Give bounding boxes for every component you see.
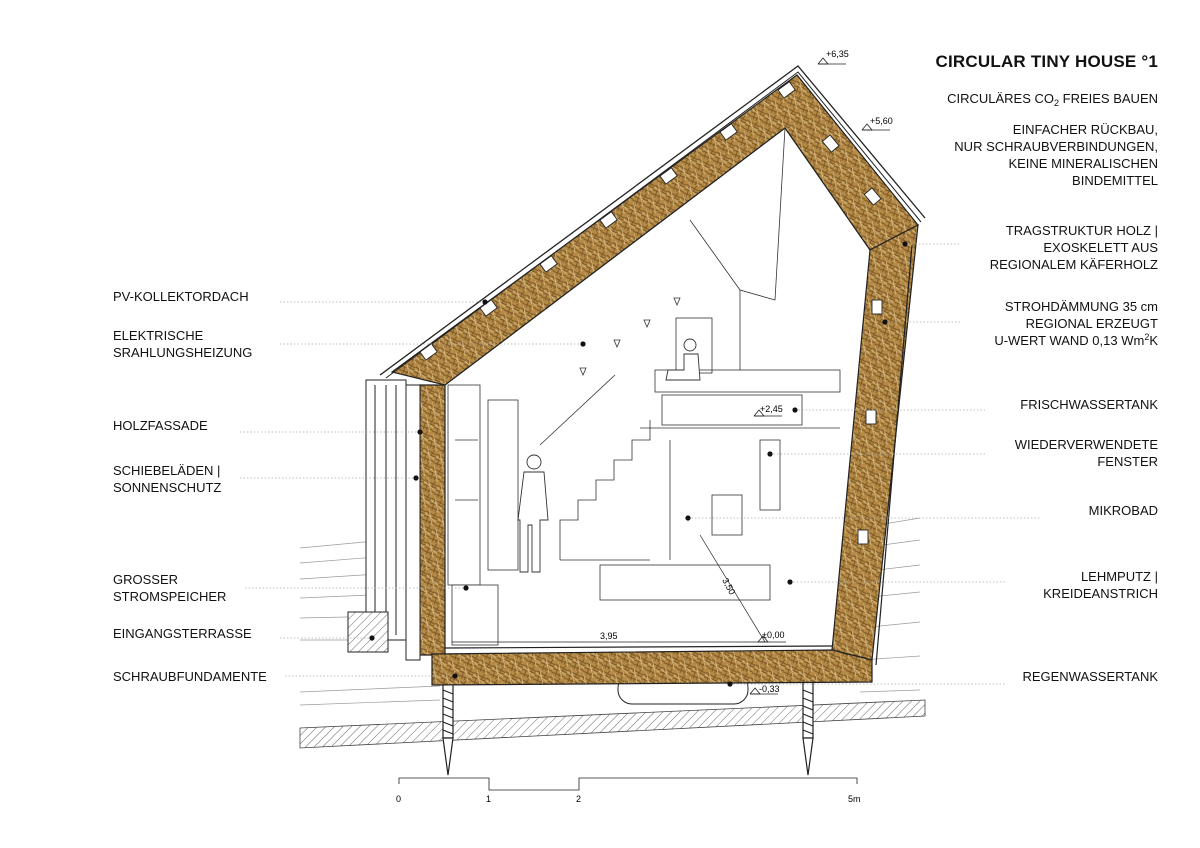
label-holzfassade: HOLZFASSADE	[113, 418, 208, 433]
label-tragstruktur-line: TRAGSTRUKTUR HOLZ |	[1005, 223, 1158, 238]
label-tragstruktur-line: EXOSKELETT AUS	[1043, 240, 1158, 255]
label-circular-sub: 2	[1054, 98, 1060, 108]
scale-label-1: 1	[486, 794, 492, 804]
label-lehmputz	[1043, 568, 1158, 602]
label-rueckbau-line: NUR SCHRAUBVERBINDUNGEN,	[954, 139, 1158, 154]
person-figure	[518, 339, 700, 572]
scale-bar	[399, 778, 857, 790]
label-heizung	[113, 327, 252, 361]
label-terrasse: EINGANGSTERRASSE	[113, 626, 252, 641]
label-regenwasser: REGENWASSERTANK	[1022, 669, 1158, 684]
label-lehmputz-line: LEHMPUTZ |	[1080, 569, 1158, 584]
label-pv: PV-KOLLEKTORDACH	[113, 289, 249, 304]
ground-strip	[300, 700, 925, 748]
level-base: -0,33	[759, 684, 780, 694]
label-rueckbau-line: EINFACHER RÜCKBAU,	[1012, 122, 1158, 137]
scale-label-2: 2	[576, 794, 582, 804]
label-speicher-line: GROSSER	[113, 572, 179, 587]
level-top: +6,35	[826, 49, 849, 59]
label-fenster	[1015, 436, 1158, 470]
label-circular-post: FREIES BAUEN	[1059, 91, 1158, 106]
label-fenster-line: WIEDERVERWENDETE	[1014, 437, 1158, 452]
label-rueckbau-line: KEINE MINERALISCHEN	[1008, 156, 1158, 171]
label-fundamente: SCHRAUBFUNDAMENTE	[113, 669, 267, 684]
level-floor: ±0,00	[762, 630, 785, 640]
label-stroh-line	[994, 332, 1158, 351]
page-title: CIRCULAR TINY HOUSE °1	[935, 52, 1158, 71]
label-circular	[947, 90, 1158, 109]
level-loft: +2,45	[760, 404, 783, 414]
dimension-lines	[452, 535, 765, 642]
level-ridge: +5,60	[870, 116, 893, 126]
label-schiebelaeden-line: SCHIEBELÄDEN |	[113, 463, 221, 478]
label-schiebelaeden-line: SONNENSCHUTZ	[113, 480, 222, 495]
label-lehmputz-line: KREIDEANSTRICH	[1043, 586, 1158, 601]
label-stroh-line: REGIONAL ERZEUGT	[1025, 316, 1158, 331]
label-stroh	[994, 298, 1158, 351]
label-stroh-sup: 2	[1144, 332, 1150, 342]
dimension-width: 3,95	[600, 631, 618, 641]
label-frischwasser: FRISCHWASSERTANK	[1020, 397, 1158, 412]
label-stroh-uwert: U-WERT WAND 0,13 Wm	[994, 333, 1145, 348]
label-heizung-line: ELEKTRISCHE	[113, 328, 204, 343]
label-fenster-line: FENSTER	[1097, 454, 1158, 469]
scale-label-0: 0	[396, 794, 402, 804]
label-tragstruktur	[990, 222, 1158, 273]
heating-triangles	[580, 298, 680, 375]
label-schiebelaeden	[113, 462, 221, 496]
label-heizung-line: SRAHLUNGSHEIZUNG	[113, 345, 253, 360]
label-stroh-line: STROHDÄMMUNG 35 cm	[1004, 299, 1158, 314]
label-rueckbau-line: BINDEMITTEL	[1072, 173, 1158, 188]
leader-dots	[369, 241, 907, 686]
label-tragstruktur-line: REGIONALEM KÄFERHOLZ	[989, 257, 1158, 272]
label-mikrobad: MIKROBAD	[1088, 503, 1158, 518]
facade	[348, 380, 420, 660]
label-rueckbau	[954, 121, 1158, 189]
label-circular-pre: CIRCULÄRES CO	[947, 91, 1055, 106]
label-stroh-post: K	[1149, 333, 1158, 348]
dimension-height: 3,50	[720, 576, 738, 597]
scale-label-5: 5m	[848, 794, 861, 804]
label-speicher	[113, 571, 226, 605]
label-speicher-line: STROMSPEICHER	[113, 589, 227, 604]
